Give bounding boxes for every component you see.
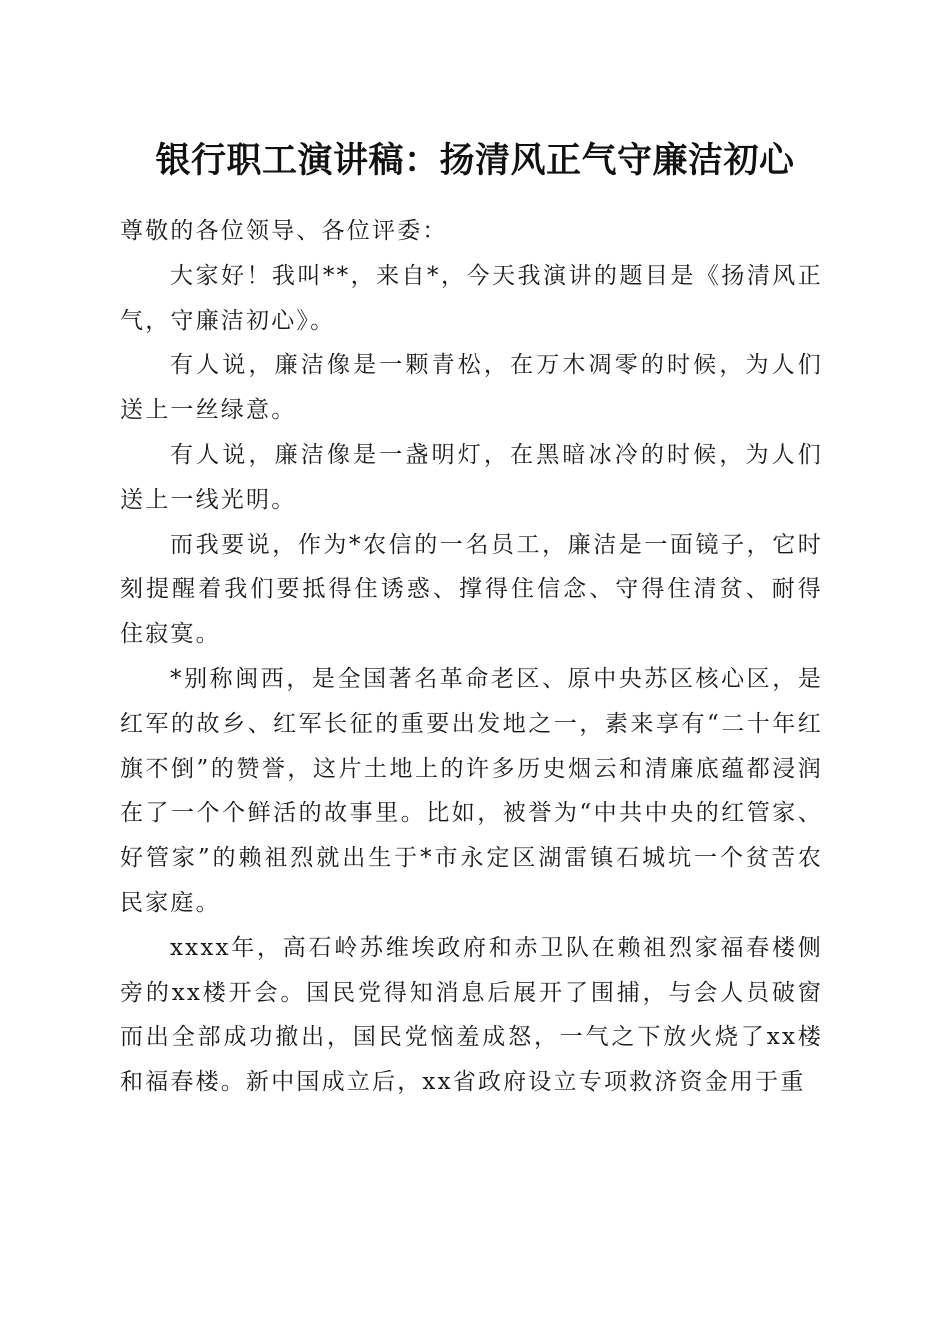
- document-title: 银行职工演讲稿：扬清风正气守廉洁初心: [155, 140, 795, 181]
- paragraph: *别称闽西，是全国著名革命老区、原中央苏区核心区，是红军的故乡、红军长征的重要出发地之一，素来享有“二十年红旗不倒”的赞誉，这片土地上的许多历史烟云和清廉底蕴都浸润在了一个个鲜活的故事里。比如，被誉为“中共中央的红管家、好管家”的赖祖烈就出生于*市永定区湖雷镇石城坑一个贫苦农民家庭。: [120, 665, 823, 916]
- paragraph: xxxx年，高石岭苏维埃政府和赤卫队在赖祖烈家福春楼侧旁的xx楼开会。国民党得知消息后展开了围捕，与会人员破窗而出全部成功撤出，国民党恼羞成怒，一气之下放火烧了xx楼和福春楼。新中国成立后，xx省政府设立专项救济资金用于重: [120, 934, 823, 1096]
- paragraph: 有人说，廉洁像是一盏明灯，在黑暗冰冷的时候，为人们送上一线光明。: [120, 441, 823, 513]
- paragraph: 有人说，廉洁像是一颗青松，在万木凋零的时候，为人们送上一丝绿意。: [120, 352, 823, 424]
- paragraph: 而我要说，作为*农信的一名员工，廉洁是一面镜子，它时刻提醒着我们要抵得住诱惑、撑得住信念、守得住清贫、耐得住寂寞。: [120, 531, 823, 648]
- document-body: [120, 209, 823, 1105]
- paragraph: 大家好！我叫**，来自*，今天我演讲的题目是《扬清风正气，守廉洁初心》。: [120, 262, 823, 334]
- salutation: 尊敬的各位领导、各位评委：: [120, 218, 448, 244]
